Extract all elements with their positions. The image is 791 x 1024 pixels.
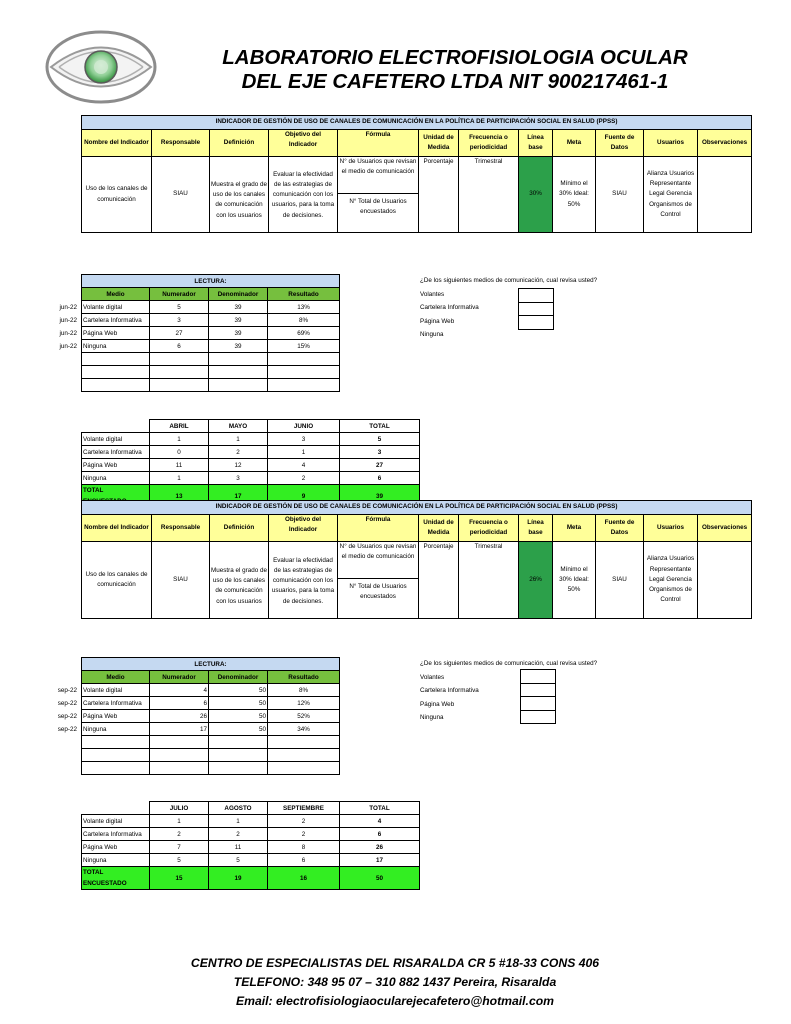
total-cell: 4 xyxy=(340,815,420,828)
option-label: Cartelera Informativa xyxy=(420,304,479,312)
indicator-formula xyxy=(338,157,419,233)
res-cell: 8% xyxy=(268,684,340,697)
lectura-header: Denominador xyxy=(209,288,268,301)
den-cell: 50 xyxy=(209,723,268,736)
table-row xyxy=(82,301,340,314)
total-value: 15 xyxy=(150,867,209,890)
indicator-unit: Porcentaje xyxy=(419,542,459,619)
blank-cell xyxy=(82,420,150,433)
den-cell: 39 xyxy=(209,314,268,327)
formula-numerator: N° de Usuarios que revisan el medio de comunicación xyxy=(339,543,417,561)
option-checkbox[interactable] xyxy=(518,316,554,330)
month-header: MAYO xyxy=(209,420,268,433)
total-value: 13 xyxy=(150,485,209,508)
num-cell: 6 xyxy=(150,340,209,353)
lectura-dates-1 xyxy=(47,301,77,353)
title-line-1: LABORATORIO ELECTROFISIOLOGIA OCULAR xyxy=(222,46,688,69)
indicator-formula xyxy=(338,542,419,619)
indicator-definition: Muestra el grado de uso de los canales de comunicación con los usuarios xyxy=(210,542,269,619)
row-label: Página Web xyxy=(82,841,150,854)
total-cell: 17 xyxy=(340,854,420,867)
indicator-baseline: 26% xyxy=(519,542,553,619)
page-title xyxy=(170,46,740,94)
lectura-header: Numerador xyxy=(150,671,209,684)
value-cell: 4 xyxy=(268,459,340,472)
medio-cell: Ninguna xyxy=(82,340,150,353)
formula-denominator: N° Total de Usuarios encuestados xyxy=(338,578,419,610)
row-date: jun-22 xyxy=(59,343,77,350)
footer-phone: TELEFONO: 348 95 07 – 310 882 1437 Pereira, Risaralda xyxy=(233,975,557,989)
table-row xyxy=(82,710,340,723)
row-date: sep-22 xyxy=(57,726,77,733)
header-cell: Frecuencia o periodicidad xyxy=(459,130,519,157)
medio-cell: Cartelera Informativa xyxy=(82,314,150,327)
lectura-title: LECTURA: xyxy=(82,658,340,671)
row-date: jun-22 xyxy=(59,304,77,311)
grand-total: 50 xyxy=(340,867,420,890)
table-row xyxy=(82,459,420,472)
table-row xyxy=(82,446,420,459)
lectura-header: Resultado xyxy=(268,288,340,301)
num-cell: 4 xyxy=(150,684,209,697)
value-cell: 1 xyxy=(209,815,268,828)
header-cell: Nombre del Indicador xyxy=(82,515,152,542)
res-cell: 15% xyxy=(268,340,340,353)
lectura-header: Denominador xyxy=(209,671,268,684)
header-cell: Fuente de Datos xyxy=(596,515,644,542)
value-cell: 7 xyxy=(150,841,209,854)
value-cell: 1 xyxy=(150,472,209,485)
table-row xyxy=(82,723,340,736)
header-cell: Línea base xyxy=(519,130,553,157)
empty-row xyxy=(82,749,340,762)
value-cell: 2 xyxy=(150,828,209,841)
indicator-source: SIAU xyxy=(596,542,644,619)
res-cell: 8% xyxy=(268,314,340,327)
total-value: 17 xyxy=(209,485,268,508)
lectura-header: Numerador xyxy=(150,288,209,301)
value-cell: 1 xyxy=(150,433,209,446)
row-date: jun-22 xyxy=(59,330,77,337)
footer-email: Email: electrofisiologiaocularejecafetero@hotmail.com xyxy=(235,994,555,1008)
value-cell: 2 xyxy=(268,472,340,485)
formula-denominator: N° Total de Usuarios encuestados xyxy=(338,193,419,224)
indicator-frequency: Trimestral xyxy=(459,542,519,619)
indicator-table-1 xyxy=(81,115,752,233)
empty-row xyxy=(82,762,340,775)
header-cell: Responsable xyxy=(152,515,210,542)
total-cell: 6 xyxy=(340,828,420,841)
indicator-frequency: Trimestral xyxy=(459,157,519,233)
row-date: jun-22 xyxy=(59,317,77,324)
medio-cell: Volante digital xyxy=(82,684,150,697)
indicator-meta: Mínimo el 30% Ideal: 50% xyxy=(553,542,596,619)
value-cell: 2 xyxy=(268,815,340,828)
option-label: Página Web xyxy=(420,700,455,708)
num-cell: 26 xyxy=(150,710,209,723)
den-cell: 50 xyxy=(209,697,268,710)
row-label: Cartelera Informativa xyxy=(82,446,150,459)
option-checkbox[interactable] xyxy=(520,697,556,711)
month-header: TOTAL xyxy=(340,802,420,815)
total-cell: 27 xyxy=(340,459,420,472)
value-cell: 1 xyxy=(150,815,209,828)
header-cell: Meta xyxy=(553,130,596,157)
header-cell: Definición xyxy=(210,515,269,542)
indicator-observations xyxy=(698,542,752,619)
option-checkbox[interactable] xyxy=(518,303,554,317)
row-label: Cartelera Informativa xyxy=(82,828,150,841)
page-footer xyxy=(150,954,640,1011)
option-checkbox[interactable] xyxy=(520,711,556,725)
header-cell: Objetivo del Indicador xyxy=(269,515,338,542)
table-row xyxy=(82,828,420,841)
footer-address: CENTRO DE ESPECIALISTAS DEL RISARALDA CR 5 #18-33 CONS 406 xyxy=(190,956,600,970)
num-cell: 6 xyxy=(150,697,209,710)
value-cell: 5 xyxy=(150,854,209,867)
res-cell: 12% xyxy=(268,697,340,710)
monthly-table-1 xyxy=(81,419,420,508)
indicator-title: INDICADOR DE GESTIÓN DE USO DE CANALES DE COMUNICACIÓN EN LA POLÍTICA DE PARTICIPACIÓN SOCIAL EN SALUD (PPSS) xyxy=(82,116,752,130)
indicator-baseline: 30% xyxy=(519,157,553,233)
header-cell: Usuarios xyxy=(644,515,698,542)
lectura-header: Medio xyxy=(82,671,150,684)
table-row xyxy=(82,327,340,340)
total-cell: 5 xyxy=(340,433,420,446)
lectura-title: LECTURA: xyxy=(82,275,340,288)
option-boxes-1 xyxy=(518,288,554,330)
survey-question-1 xyxy=(420,274,597,342)
total-cell: 3 xyxy=(340,446,420,459)
value-cell: 11 xyxy=(150,459,209,472)
header-cell: Objetivo del Indicador xyxy=(269,130,338,157)
table-row xyxy=(82,684,340,697)
row-label: Volante digital xyxy=(82,815,150,828)
value-cell: 1 xyxy=(209,433,268,446)
empty-row xyxy=(82,379,340,392)
row-label: Volante digital xyxy=(82,433,150,446)
medio-cell: Volante digital xyxy=(82,301,150,314)
indicator-observations xyxy=(698,157,752,233)
medio-cell: Cartelera Informativa xyxy=(82,697,150,710)
lectura-table-2 xyxy=(81,657,340,775)
month-header: AGOSTO xyxy=(209,802,268,815)
table-row xyxy=(82,472,420,485)
res-cell: 69% xyxy=(268,327,340,340)
total-cell: 26 xyxy=(340,841,420,854)
option-boxes-2 xyxy=(520,669,556,724)
total-label: TOTAL xyxy=(82,485,150,508)
den-cell: 39 xyxy=(209,327,268,340)
total-value: 9 xyxy=(268,485,340,508)
header-cell: Línea base xyxy=(519,515,553,542)
value-cell: 6 xyxy=(268,854,340,867)
den-cell: 39 xyxy=(209,301,268,314)
value-cell: 11 xyxy=(209,841,268,854)
table-row xyxy=(82,815,420,828)
option-label: Página Web xyxy=(420,317,455,325)
header-cell: Observaciones xyxy=(698,515,752,542)
lectura-table-1 xyxy=(81,274,340,392)
empty-row xyxy=(82,353,340,366)
indicator-objective: Evaluar la efectividad de las estrategias de comunicación con los usuarios, para la toma de decisiones. xyxy=(269,542,338,619)
lectura-header: Resultado xyxy=(268,671,340,684)
total-label: TOTAL ENCUESTADO xyxy=(82,867,150,890)
eye-logo xyxy=(45,28,157,106)
value-cell: 3 xyxy=(268,433,340,446)
empty-row xyxy=(82,366,340,379)
row-date: sep-22 xyxy=(57,713,77,720)
indicator-source: SIAU xyxy=(596,157,644,233)
option-label: Volantes xyxy=(420,673,445,681)
total-cell: 6 xyxy=(340,472,420,485)
num-cell: 27 xyxy=(150,327,209,340)
formula-numerator: N° de Usuarios que revisan el medio de comunicación xyxy=(339,158,417,176)
header-cell: Fórmula xyxy=(338,130,419,157)
option-label: Ninguna xyxy=(420,331,444,339)
lectura-dates-2 xyxy=(47,684,77,736)
survey-question-2 xyxy=(420,657,597,725)
indicator-users: Alianza Usuarios Representante Legal Gerencia Organismos de Control xyxy=(644,157,698,233)
indicator-objective: Evaluar la efectividad de las estrategias de comunicación con los usuarios, para la toma de decisiones. xyxy=(269,157,338,233)
indicator-users: Alianza Usuarios Representante Legal Gerencia Organismos de Control xyxy=(644,542,698,619)
empty-row xyxy=(82,736,340,749)
indicator-name: Uso de los canales de comunicación xyxy=(82,157,152,233)
header-cell: Fórmula xyxy=(338,515,419,542)
indicator-meta: Mínimo el 30% Ideal: 50% xyxy=(553,157,596,233)
value-cell: 2 xyxy=(268,828,340,841)
header-cell: Usuarios xyxy=(644,130,698,157)
den-cell: 39 xyxy=(209,340,268,353)
value-cell: 1 xyxy=(268,446,340,459)
table-row xyxy=(82,841,420,854)
num-cell: 17 xyxy=(150,723,209,736)
indicator-title: INDICADOR DE GESTIÓN DE USO DE CANALES DE COMUNICACIÓN EN LA POLÍTICA DE PARTICIPACIÓN SOCIAL EN SALUD (PPSS) xyxy=(82,501,752,515)
value-cell: 8 xyxy=(268,841,340,854)
value-cell: 3 xyxy=(209,472,268,485)
header-cell: Observaciones xyxy=(698,130,752,157)
question-text: ¿De los siguientes medios de comunicación, cual revisa usted? xyxy=(420,277,598,284)
medio-cell: Página Web xyxy=(82,710,150,723)
total-row xyxy=(82,867,420,890)
header-cell: Meta xyxy=(553,515,596,542)
table-row xyxy=(82,314,340,327)
header-cell: Responsable xyxy=(152,130,210,157)
header-cell: Nombre del Indicador xyxy=(82,130,152,157)
indicator-unit: Porcentaje xyxy=(419,157,459,233)
res-cell: 13% xyxy=(268,301,340,314)
value-cell: 12 xyxy=(209,459,268,472)
header-cell: Definición xyxy=(210,130,269,157)
header-cell: Frecuencia o periodicidad xyxy=(459,515,519,542)
indicator-table-2 xyxy=(81,500,752,619)
row-label: Página Web xyxy=(82,459,150,472)
month-header: SEPTIEMBRE xyxy=(268,802,340,815)
month-header: JULIO xyxy=(150,802,209,815)
option-label: Ninguna xyxy=(420,714,444,722)
indicator-responsible: SIAU xyxy=(152,542,210,619)
table-row xyxy=(82,340,340,353)
grand-total: 39 xyxy=(340,485,420,508)
value-cell: 2 xyxy=(209,446,268,459)
monthly-table-2 xyxy=(81,801,420,890)
value-cell: 0 xyxy=(150,446,209,459)
row-label: Ninguna xyxy=(82,854,150,867)
header-cell: Unidad de Medida xyxy=(419,515,459,542)
month-header: TOTAL xyxy=(340,420,420,433)
question-text: ¿De los siguientes medios de comunicación, cual revisa usted? xyxy=(420,660,598,667)
total-value: 19 xyxy=(209,867,268,890)
option-checkbox[interactable] xyxy=(520,684,556,698)
option-label: Cartelera Informativa xyxy=(420,687,479,695)
row-date: sep-22 xyxy=(57,687,77,694)
num-cell: 5 xyxy=(150,301,209,314)
option-checkbox[interactable] xyxy=(520,669,556,684)
header-cell: Unidad de Medida xyxy=(419,130,459,157)
row-label: Ninguna xyxy=(82,472,150,485)
indicator-definition: Muestra el grado de uso de los canales de comunicación con los usuarios xyxy=(210,157,269,233)
option-checkbox[interactable] xyxy=(518,288,554,303)
table-row xyxy=(82,854,420,867)
option-label: Volantes xyxy=(420,290,445,298)
indicator-responsible: SIAU xyxy=(152,157,210,233)
den-cell: 50 xyxy=(209,710,268,723)
res-cell: 52% xyxy=(268,710,340,723)
indicator-name: Uso de los canales de comunicación xyxy=(82,542,152,619)
medio-cell: Ninguna xyxy=(82,723,150,736)
row-date: sep-22 xyxy=(57,700,77,707)
num-cell: 3 xyxy=(150,314,209,327)
table-row xyxy=(82,697,340,710)
month-header: JUNIO xyxy=(268,420,340,433)
title-line-2: DEL EJE CAFETERO LTDA NIT 900217461-1 xyxy=(241,70,669,93)
month-header: ABRIL xyxy=(150,420,209,433)
value-cell: 5 xyxy=(209,854,268,867)
blank-cell xyxy=(82,802,150,815)
value-cell: 2 xyxy=(209,828,268,841)
total-value: 16 xyxy=(268,867,340,890)
den-cell: 50 xyxy=(209,684,268,697)
lectura-header: Medio xyxy=(82,288,150,301)
medio-cell: Página Web xyxy=(82,327,150,340)
table-row xyxy=(82,433,420,446)
header-cell: Fuente de Datos xyxy=(596,130,644,157)
res-cell: 34% xyxy=(268,723,340,736)
